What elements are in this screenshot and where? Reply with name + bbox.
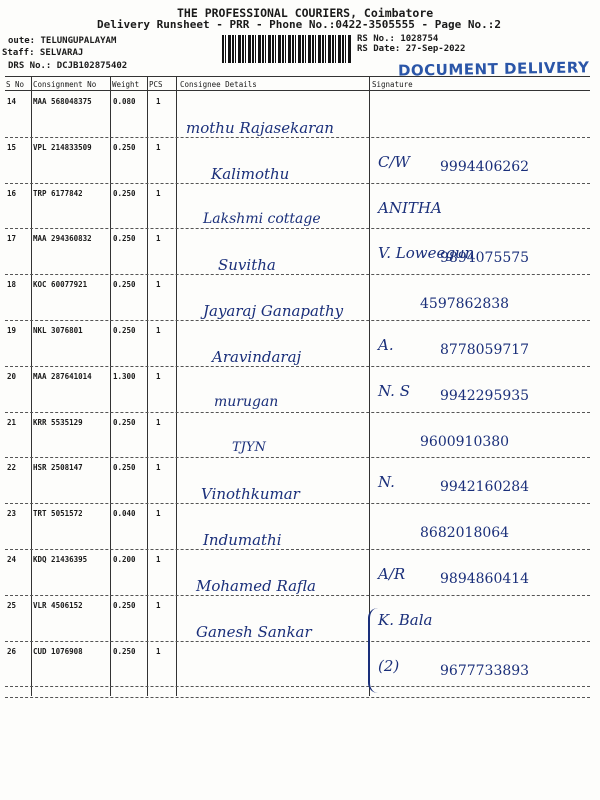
row-pcs: 1 — [156, 142, 161, 152]
row-sno: 19 — [7, 326, 17, 335]
rs-number: RS No.: 1028754 — [357, 34, 439, 44]
row-consignee: Suvitha — [218, 256, 276, 275]
row-sno: 18 — [7, 280, 17, 290]
row-weight: 0.250 — [113, 646, 136, 656]
row-pcs: 1 — [156, 97, 161, 106]
col-consignee: Consignee Details — [180, 80, 257, 89]
row-consignee: Aravindaraj — [212, 348, 302, 366]
row-weight: 0.250 — [113, 234, 136, 244]
row-consignee: Kalimothu — [211, 164, 290, 183]
row-weight: 0.250 — [113, 326, 136, 335]
row-consignment-no: KDQ 21436395 — [33, 555, 88, 564]
row-divider — [5, 549, 590, 550]
row-sno: 21 — [7, 417, 17, 427]
row-signature: K. Bala — [378, 610, 433, 629]
row-signature: C/W — [378, 152, 410, 171]
row-phone: 8778059717 — [440, 342, 530, 358]
row-phone: 9894860414 — [440, 571, 530, 587]
row-signature: N. — [378, 473, 395, 492]
document-delivery-stamp: DOCUMENT DELIVERY — [397, 58, 590, 80]
row-phone: 9942160284 — [440, 479, 530, 496]
row-consignment-no: KOC 60077921 — [33, 280, 88, 290]
row-consignee: TJYN — [232, 439, 266, 455]
row-consignment-no: VPL 214833509 — [33, 142, 92, 152]
row-weight: 0.250 — [113, 417, 136, 427]
row-consignment-no: KRR 5535129 — [33, 417, 83, 427]
row-weight: 0.040 — [113, 509, 136, 519]
row-pcs: 1 — [156, 371, 161, 381]
row-divider — [5, 320, 590, 321]
row-consignee: Vinothkumar — [201, 485, 300, 504]
row-sno: 16 — [7, 188, 17, 198]
row-pcs: 1 — [156, 600, 161, 610]
row-signature: N. S — [378, 381, 410, 400]
col-sno: S No — [6, 80, 25, 89]
row-sno: 17 — [7, 234, 17, 244]
row-consignment-no: NKL 3076801 — [33, 326, 83, 335]
row-divider — [5, 641, 590, 642]
row-weight: 0.250 — [113, 463, 136, 473]
row-weight: 0.200 — [113, 555, 136, 564]
row-phone: 9894075575 — [440, 250, 530, 267]
row-sno: 24 — [7, 555, 17, 564]
col-weight: Weight — [112, 80, 140, 89]
row-weight: 0.250 — [113, 280, 136, 290]
row-signature: (2) — [378, 656, 400, 675]
row-divider — [5, 183, 590, 184]
row-consignment-no: CUD 1076908 — [33, 646, 83, 656]
row-sno: 26 — [7, 646, 17, 656]
rs-date: RS Date: 27-Sep-2022 — [357, 44, 466, 54]
row-weight: 0.250 — [113, 600, 136, 610]
row-phone: 9994406262 — [440, 158, 530, 175]
row-consignment-no: TRT 5051572 — [33, 509, 83, 519]
route-label: oute: TELUNGUPALAYAM — [8, 36, 117, 46]
header-bottom-rule — [5, 90, 590, 91]
row-consignment-no: MAA 287641014 — [33, 371, 92, 381]
row-pcs: 1 — [156, 646, 161, 656]
row-phone: 9677733893 — [440, 662, 530, 679]
row-consignee: Lakshmi cottage — [203, 210, 321, 227]
row-pcs: 1 — [156, 326, 161, 335]
barcode-icon — [222, 35, 352, 63]
row-consignment-no: VLR 4506152 — [33, 600, 83, 610]
row-phone: 9600910380 — [420, 433, 510, 450]
company-title: THE PROFESSIONAL COURIERS, Coimbatore — [177, 6, 434, 20]
row-consignee: mothu Rajasekaran — [186, 119, 334, 137]
col-pcs: PCS — [149, 80, 163, 89]
row-phone: 8682018064 — [420, 525, 510, 542]
row-divider — [5, 503, 590, 504]
row-divider — [5, 457, 590, 458]
row-consignee: Ganesh Sankar — [196, 622, 312, 641]
row-pcs: 1 — [156, 509, 161, 519]
row-pcs: 1 — [156, 188, 161, 198]
row-divider — [5, 366, 590, 367]
row-consignee: Jayaraj Ganapathy — [203, 302, 344, 321]
handwritten-brace — [368, 608, 380, 693]
col-signature: Signature — [372, 80, 413, 89]
row-pcs: 1 — [156, 463, 161, 473]
row-divider — [5, 137, 590, 138]
row-consignment-no: MAA 294360832 — [33, 234, 92, 244]
row-signature: A. — [378, 336, 394, 354]
row-consignee: Mohamed Rafla — [196, 577, 316, 595]
row-divider — [5, 228, 590, 229]
staff-label: Staff: SELVARAJ — [2, 48, 84, 58]
row-pcs: 1 — [156, 555, 161, 564]
row-pcs: 1 — [156, 234, 161, 244]
row-signature: V. Loweegun — [378, 244, 475, 263]
row-divider — [5, 686, 590, 687]
row-weight: 0.080 — [113, 97, 136, 106]
row-sno: 15 — [7, 142, 17, 152]
row-consignment-no: TRP 6177842 — [33, 188, 83, 198]
table-bottom-rule — [5, 697, 590, 698]
row-consignee: murugan — [214, 393, 279, 410]
header-top-rule — [5, 76, 590, 77]
row-weight: 1.300 — [113, 371, 136, 381]
row-signature: ANITHA — [378, 198, 442, 217]
row-divider — [5, 412, 590, 413]
row-phone: 4597862838 — [420, 296, 510, 313]
drs-number: DRS No.: DCJB102875402 — [8, 61, 128, 71]
row-pcs: 1 — [156, 280, 161, 290]
row-sno: 22 — [7, 463, 17, 473]
row-sno: 20 — [7, 371, 17, 381]
row-consignment-no: HSR 2508147 — [33, 463, 83, 473]
row-divider — [5, 595, 590, 596]
row-consignee: Indumathi — [203, 531, 282, 550]
row-weight: 0.250 — [113, 142, 136, 152]
row-sno: 25 — [7, 600, 17, 610]
runsheet-subtitle: Delivery Runsheet - PRR - Phone No.:0422-3505555 - Page No.:2 — [97, 18, 501, 31]
row-consignment-no: MAA 568048375 — [33, 97, 92, 106]
row-signature: A/R — [378, 565, 406, 583]
row-pcs: 1 — [156, 417, 161, 427]
row-weight: 0.250 — [113, 188, 136, 198]
col-consignment: Consignment No — [33, 80, 97, 89]
row-sno: 14 — [7, 97, 17, 106]
row-phone: 9942295935 — [440, 387, 530, 404]
row-divider — [5, 274, 590, 275]
row-sno: 23 — [7, 509, 17, 519]
